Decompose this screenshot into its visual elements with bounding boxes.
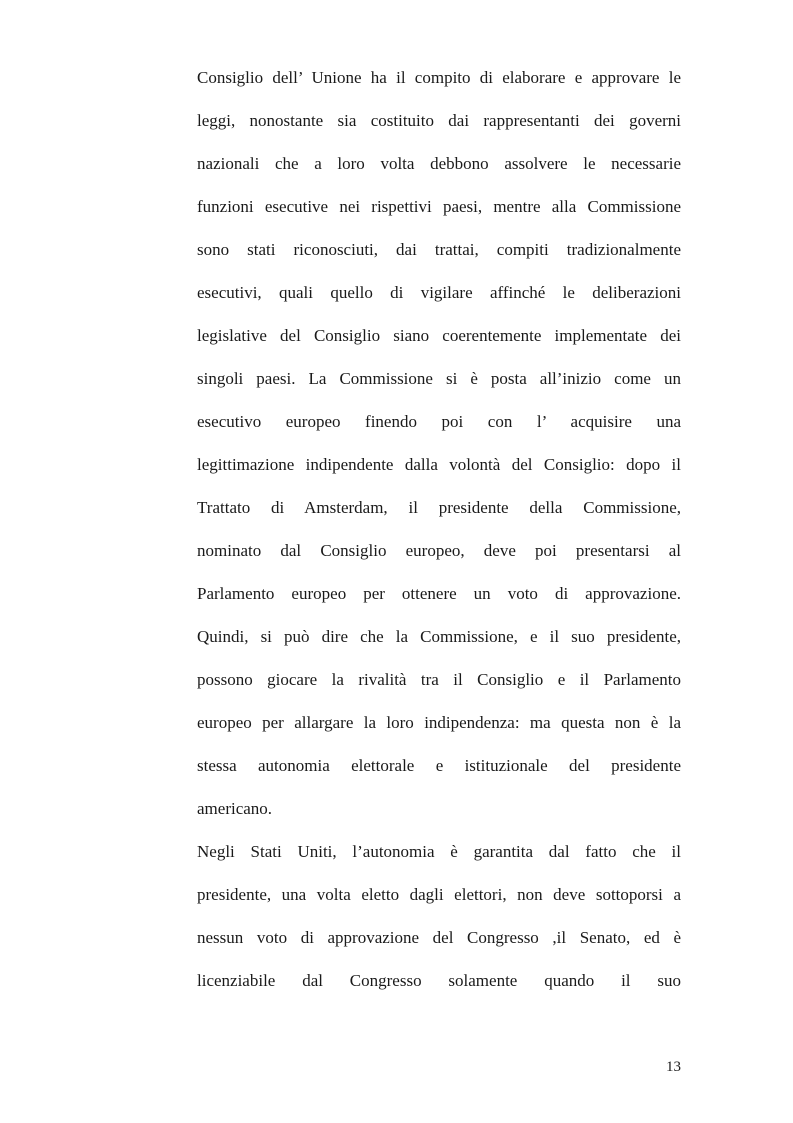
text-line: Quindi, si può dire che la Commissione, e il suo presidente,	[197, 627, 681, 646]
text-line: sono stati riconosciuti, dai trattai, compiti tradizionalmente	[197, 240, 681, 259]
text-line: legislative del Consiglio siano coerentemente implementate dei	[197, 326, 681, 345]
text-line: stessa autonomia elettorale e istituzionale del presidente	[197, 756, 681, 775]
text-line: nazionali che a loro volta debbono assolvere le necessarie	[197, 154, 681, 173]
text-line: singoli paesi. La Commissione si è posta all’inizio come un	[197, 369, 681, 388]
page-number: 13	[666, 1059, 681, 1075]
text-line: esecutivo europeo finendo poi con l’ acquisire una	[197, 412, 681, 431]
text-line: licenziabile dal Congresso solamente quando il suo	[197, 971, 681, 990]
text-line: esecutivi, quali quello di vigilare affinché le deliberazioni	[197, 283, 681, 302]
text-line: presidente, una volta eletto dagli elettori, non deve sottoporsi a	[197, 885, 681, 904]
text-line: Trattato di Amsterdam, il presidente della Commissione,	[197, 498, 681, 517]
text-line: nessun voto di approvazione del Congresso ,il Senato, ed è	[197, 928, 681, 947]
text-line: funzioni esecutive nei rispettivi paesi, mentre alla Commissione	[197, 197, 681, 216]
text-line: americano.	[197, 799, 273, 818]
text-line: Parlamento europeo per ottenere un voto di approvazione.	[197, 584, 681, 603]
text-line: leggi, nonostante sia costituito dai rappresentanti dei governi	[197, 111, 681, 130]
text-line: legittimazione indipendente dalla volontà del Consiglio: dopo il	[197, 455, 681, 474]
text-line: europeo per allargare la loro indipendenza: ma questa non è la	[197, 713, 681, 732]
text-line: nominato dal Consiglio europeo, deve poi presentarsi al	[197, 541, 681, 560]
text-line: Negli Stati Uniti, l’autonomia è garantita dal fatto che il	[197, 842, 681, 861]
text-line: Consiglio dell’ Unione ha il compito di elaborare e approvare le	[197, 68, 681, 87]
text-line: possono giocare la rivalità tra il Consiglio e il Parlamento	[197, 670, 681, 689]
